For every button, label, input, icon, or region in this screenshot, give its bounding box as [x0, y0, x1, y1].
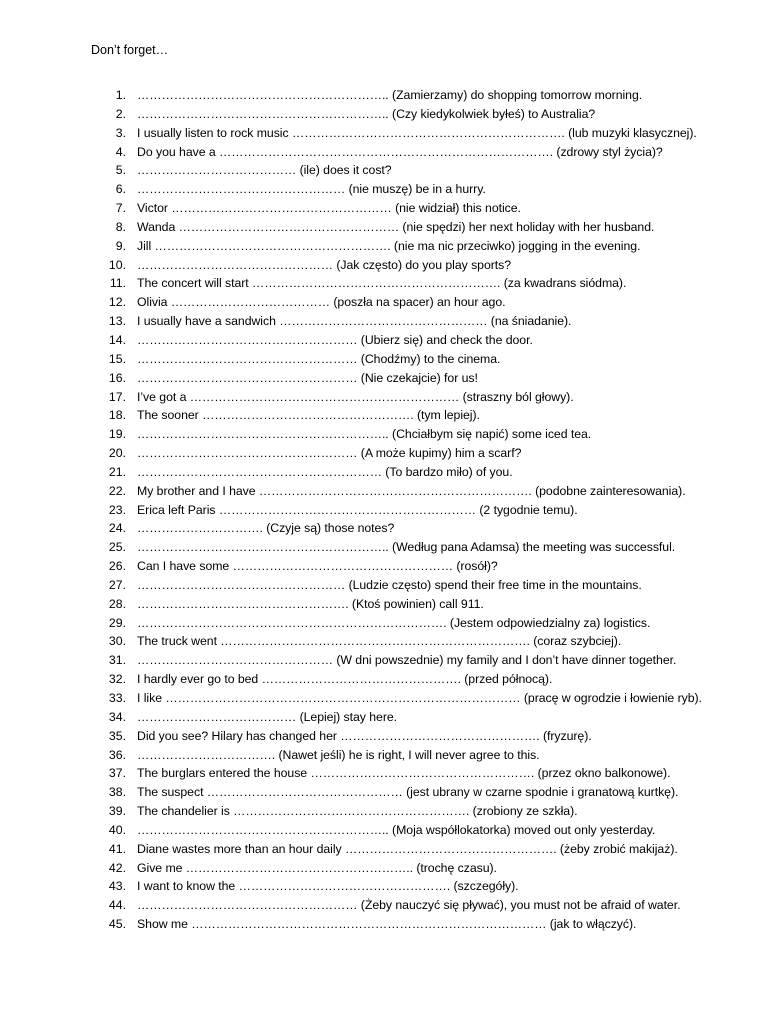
exercise-number: 8. [115, 219, 126, 234]
exercise-number: 19. [108, 427, 126, 442]
exercise-item [0, 576, 768, 595]
exercise-number: 43. [108, 879, 126, 894]
exercise-item [0, 143, 768, 162]
exercise-number: 5. [115, 163, 126, 178]
exercise-item [0, 802, 768, 821]
exercise-item [0, 463, 768, 482]
exercise-item [0, 727, 768, 746]
exercise-item [0, 425, 768, 444]
exercise-item [0, 482, 768, 501]
exercise-sentence: ………………………………………… (W dni powszednie) my family and I don’t have dinner together. [137, 653, 677, 668]
exercise-item [0, 406, 768, 425]
exercise-sentence: ………………………………………… (Jak często) do you play sports? [137, 257, 512, 272]
exercise-sentence: …………………………………………………….. (Chciałbym się napić) some iced tea. [137, 427, 592, 442]
exercise-number: 45. [108, 917, 126, 932]
exercise-sentence: The concert will start ……………………………………………………. (za kwadrans siódma). [137, 276, 627, 291]
exercise-number: 23. [108, 502, 126, 517]
exercise-item [0, 783, 768, 802]
exercise-item [0, 256, 768, 275]
exercise-sentence: Diane wastes more than an hour daily ……………………………………………. (żeby zrobić makijaż). [137, 841, 678, 856]
exercise-item [0, 388, 768, 407]
exercise-number: 35. [108, 728, 126, 743]
exercise-item [0, 293, 768, 312]
exercise-sentence: The burglars entered the house ………………………………………………. (przez okno balkonowe). [137, 766, 671, 781]
exercise-item [0, 124, 768, 143]
exercise-sentence: Can I have some ……………………………………………… (rosół)? [137, 559, 498, 574]
exercise-sentence: …………………………………………… (nie muszę) be in a hurry. [137, 182, 486, 197]
exercise-item [0, 218, 768, 237]
exercise-number: 31. [108, 653, 126, 668]
exercise-number: 18. [108, 408, 126, 423]
exercise-item [0, 896, 768, 915]
exercise-sentence: Do you have a ………………………………………………………………………. (zdrowy styl życia)? [137, 144, 663, 159]
exercise-item [0, 859, 768, 878]
exercise-number: 30. [108, 634, 126, 649]
exercise-item [0, 595, 768, 614]
exercise-sentence: ……………………………………………… (A może kupimy) him a scarf? [137, 446, 522, 461]
exercise-sentence: …………………………………………………….. (Moja współlokatorka) moved out only yesterday. [137, 822, 656, 837]
exercise-number: 20. [108, 446, 126, 461]
exercise-number: 41. [108, 841, 126, 856]
exercise-number: 12. [108, 295, 126, 310]
exercise-sentence: …………………………………………………………………. (Jestem odpowiedzialny za) logistics. [137, 615, 651, 630]
exercise-sentence: The suspect ………………………………………… (jest ubrany w czarne spodnie i granatową kurtkę). [137, 785, 679, 800]
page-heading: Don’t forget… [91, 43, 169, 57]
exercise-sentence: The sooner ……………………………………………. (tym lepiej). [137, 408, 480, 423]
exercise-item [0, 274, 768, 293]
exercise-item [0, 877, 768, 896]
exercise-sentence: ……………………………………………… (Chodźmy) to the cinema. [137, 351, 501, 366]
exercise-item [0, 689, 768, 708]
exercise-sentence: The truck went …………………………………………………………………. (coraz szybciej). [137, 634, 622, 649]
exercise-item [0, 915, 768, 934]
exercise-number: 4. [115, 144, 126, 159]
exercise-sentence: …………………………………………… (Ludzie często) spend their free time in the mountains. [137, 577, 642, 592]
exercise-sentence: ……………………………………………… (Ubierz się) and check the door. [137, 332, 533, 347]
exercise-item [0, 86, 768, 105]
exercise-sentence: ………………………………… (Lepiej) stay here. [137, 709, 398, 724]
exercise-number: 27. [108, 577, 126, 592]
exercise-sentence: ……………………………………………. (Ktoś powinien) call 911. [137, 596, 484, 611]
exercise-sentence: …………………………………………………….. (Według pana Adamsa) the meeting was successful. [137, 540, 676, 555]
exercise-number: 10. [108, 257, 126, 272]
exercise-number: 34. [108, 709, 126, 724]
exercise-sentence: My brother and I have …………………………………………………………. (podobne zainteresowania). [137, 483, 686, 498]
exercise-sentence: I want to know the ……………………………………………. (szczegóły). [137, 879, 519, 894]
exercise-item [0, 444, 768, 463]
exercise-sentence: …………………………. (Czyje są) those notes? [137, 521, 395, 536]
exercise-item [0, 632, 768, 651]
exercise-item [0, 312, 768, 331]
exercise-sentence: Erica left Paris ……………………………………………………… (2 tygodnie temu). [137, 502, 578, 517]
exercise-sentence: Give me ……………………………………………….. (trochę czasu). [137, 860, 497, 875]
exercise-sentence: Show me …………………………………………………………………………… (jak to włączyć). [137, 917, 637, 932]
exercise-item [0, 180, 768, 199]
exercise-sentence: Olivia ………………………………… (poszła na spacer) an hour ago. [137, 295, 506, 310]
exercise-number: 14. [108, 332, 126, 347]
exercise-number: 36. [108, 747, 126, 762]
exercise-sentence: I hardly ever go to bed …………………………………………. (przed północą). [137, 672, 553, 687]
exercise-number: 9. [115, 238, 126, 253]
exercise-sentence: …………………………………………………… (To bardzo miło) of you. [137, 464, 513, 479]
exercise-number: 29. [108, 615, 126, 630]
exercise-number: 32. [108, 672, 126, 687]
exercise-sentence: I usually listen to rock music …………………………………………………………. (lub muzyki klasycznej). [137, 125, 697, 140]
exercise-sentence: Wanda ……………………………………………… (nie spędzi) her next holiday with her husband. [137, 219, 655, 234]
exercise-number: 13. [108, 314, 126, 329]
exercise-number: 33. [108, 691, 126, 705]
exercise-sentence: ……………………………. (Nawet jeśli) he is right, I will never agree to this. [137, 747, 540, 762]
exercise-number: 40. [108, 822, 126, 837]
exercise-number: 26. [108, 559, 126, 574]
exercise-number: 6. [115, 182, 126, 197]
exercise-number: 37. [108, 766, 126, 781]
exercise-sentence: Did you see? Hilary has changed her …………………………………………. (fryzurę). [137, 728, 592, 743]
exercise-item [0, 331, 768, 350]
exercise-number: 44. [108, 898, 126, 913]
exercise-sentence: Victor ……………………………………………… (nie widział) this notice. [137, 201, 521, 216]
exercise-item [0, 670, 768, 689]
exercise-number: 21. [108, 464, 126, 479]
exercise-number: 25. [108, 540, 126, 555]
exercise-item [0, 161, 768, 180]
exercise-item [0, 538, 768, 557]
exercise-item [0, 519, 768, 538]
exercise-item [0, 199, 768, 218]
exercise-sentence: …………………………………………………….. (Zamierzamy) do shopping tomorrow morning. [137, 88, 643, 102]
exercise-number: 3. [115, 125, 126, 140]
exercise-item [0, 840, 768, 859]
exercise-number: 39. [108, 804, 126, 819]
exercise-number: 7. [115, 201, 126, 216]
exercise-sentence: I usually have a sandwich …………………………………………… (na śniadanie). [137, 314, 572, 329]
exercise-sentence: The chandelier is …………………………………………………. (zrobiony ze szkła). [137, 804, 578, 819]
exercise-item [0, 369, 768, 388]
exercise-number: 42. [108, 860, 126, 875]
exercise-number: 1. [115, 88, 126, 102]
exercise-sentence: Jill …………………………………………………. (nie ma nic przeciwko) jogging in the evening. [137, 238, 641, 253]
exercise-sentence: ……………………………………………… (Żeby nauczyć się pływać), you must not be afraid of water. [137, 898, 681, 913]
exercise-sentence: I’ve got a ………………………………………………………… (straszny ból głowy). [137, 389, 574, 404]
exercise-item [0, 501, 768, 520]
exercise-item [0, 746, 768, 765]
exercise-item [0, 764, 768, 783]
exercise-sentence: …………………………………………………….. (Czy kiedykolwiek byłeś) to Australia? [137, 106, 596, 121]
exercise-item [0, 708, 768, 727]
exercise-number: 11. [109, 276, 126, 291]
exercise-number: 38. [108, 785, 126, 800]
exercise-item [0, 651, 768, 670]
exercise-item [0, 557, 768, 576]
exercise-item [0, 350, 768, 369]
exercise-number: 16. [108, 370, 126, 385]
exercise-item [0, 821, 768, 840]
exercise-number: 28. [108, 596, 126, 611]
exercise-item [0, 105, 768, 124]
exercise-number: 22. [108, 483, 126, 498]
exercise-number: 17. [108, 389, 126, 404]
exercise-number: 24. [108, 521, 126, 536]
exercise-number: 2. [115, 106, 126, 121]
exercise-item [0, 237, 768, 256]
exercise-sentence: ……………………………………………… (Nie czekajcie) for us! [137, 370, 478, 385]
exercise-item [0, 614, 768, 633]
exercise-list [0, 86, 768, 934]
exercise-sentence: ………………………………… (ile) does it cost? [137, 163, 392, 178]
exercise-sentence: I like …………………………………………………………………………… (pracę w ogrodzie i łowienie ryb). [137, 691, 702, 705]
exercise-number: 15. [108, 351, 126, 366]
